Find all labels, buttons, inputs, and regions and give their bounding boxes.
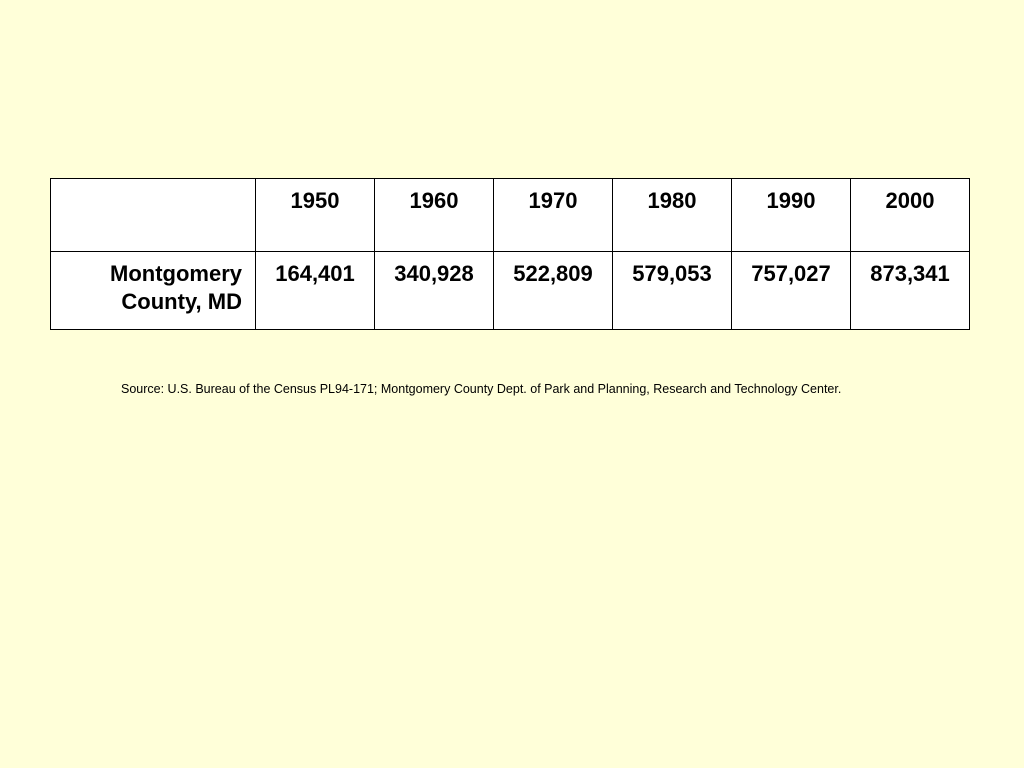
table-cell-1970: 522,809 [494, 252, 613, 330]
table-cell-1950: 164,401 [256, 252, 375, 330]
table-cell-2000: 873,341 [851, 252, 970, 330]
column-header-1980: 1980 [613, 179, 732, 252]
table-cell-1980: 579,053 [613, 252, 732, 330]
source-note: Source: U.S. Bureau of the Census PL94-171; Montgomery County Dept. of Park and Planning, Research and Technology Center. [121, 382, 842, 396]
table-corner-cell [51, 179, 256, 252]
table-row [51, 252, 970, 330]
column-header-1960: 1960 [375, 179, 494, 252]
table-cell-1990: 757,027 [732, 252, 851, 330]
column-header-1990: 1990 [732, 179, 851, 252]
table-header-row [51, 179, 970, 252]
column-header-1970: 1970 [494, 179, 613, 252]
table-cell-1960: 340,928 [375, 252, 494, 330]
population-table [50, 178, 970, 330]
column-header-2000: 2000 [851, 179, 970, 252]
row-header-county: Montgomery County, MD [51, 252, 256, 330]
column-header-1950: 1950 [256, 179, 375, 252]
